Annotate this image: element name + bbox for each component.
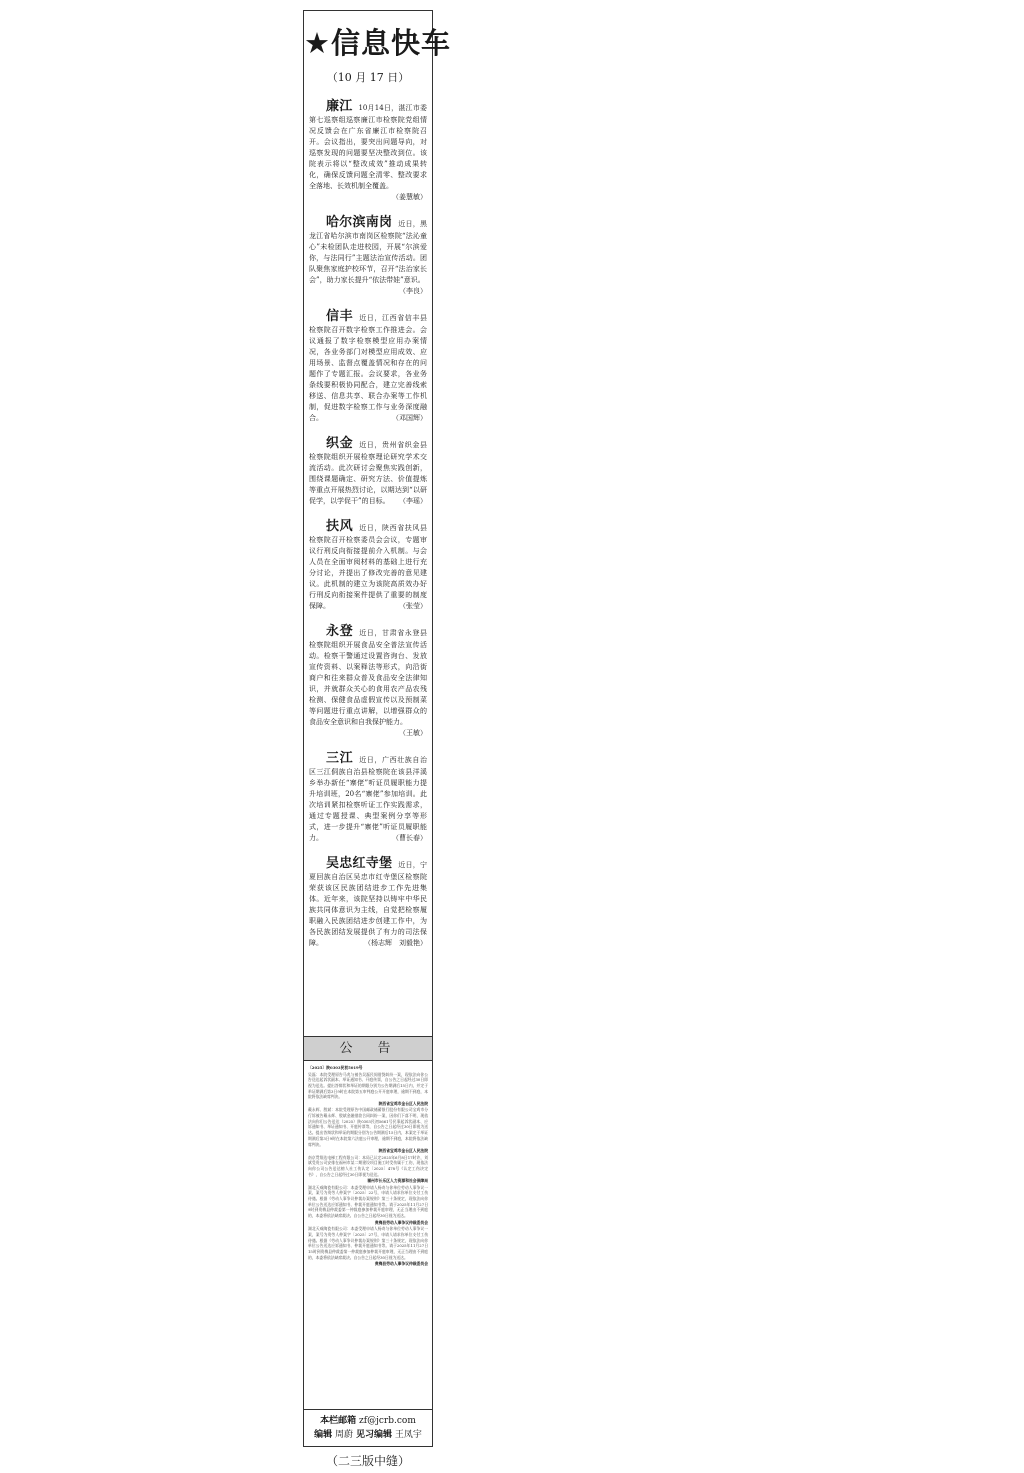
- news-item-body: 近日，贵州省织金县检察院组织开展检察理论研究学术交流活动。此次研讨会聚焦实践创新，围绕课题确定、研究方法、价值提炼等重点开展热烈讨论，以期达到“以研促学，以学促干”的目标。: [309, 441, 427, 505]
- page-fold-note: （二三版中缝）: [325, 1454, 410, 1468]
- news-item-body: 10月14日，湛江市委第七巡察组巡察廉江市检察院党组情况反馈会在广东省廉江市检察院召开。会议指出，要突出问题导向，对巡察发现的问题要坚决整改到位。该院表示将以“整改成效”推动成果转化，确保反馈问题全清零、整改要求全落地、长效机制全覆盖。: [309, 104, 427, 190]
- notice-signature: 福州市长乐区人力资源和社会保障局: [367, 1178, 428, 1184]
- mailbox-line: [304, 1414, 432, 1428]
- trainee-editor-name: 王凤宇: [394, 1430, 422, 1440]
- news-item-author: （曹长春）: [392, 834, 427, 842]
- news-item: [309, 751, 427, 844]
- notice-paragraph: 南京贯翔达电梯工程有限公司：本局已认定2025年6月8日17时许，刘斌受贵公司安排在福州市某二期建设项目施工时受伤属于工伤，现依法向你公司公告送达榕人社工伤认定〔2025〕478号《认定工伤决定书》，自公告之日起经过30日即视为送达。: [308, 1154, 428, 1177]
- news-item: [309, 99, 427, 203]
- notice-signature: 贵梅县劳动人事争议仲裁委员会: [374, 1219, 428, 1225]
- notice-body: [308, 1065, 428, 1401]
- news-item-author: （姜慧敏）: [392, 193, 427, 201]
- news-item-place: 信丰: [326, 309, 354, 324]
- editor-name: 周蔚: [335, 1430, 354, 1440]
- news-item: [309, 856, 427, 949]
- news-item-place: 扶风: [326, 519, 354, 534]
- news-item: [309, 519, 427, 612]
- notice-paragraph: 湖北天威陶瓷有限公司：本委受理申请人杨奇与你单位劳动人事争议一案，案号为贵劳人仲案字〔2025〕22号，申请人请求你单位支付工伤待遇。根据《劳动人事争议仲裁办案规则》第三十条规定，现依法向你单位公告送达应诉通知书、仲裁开庭通知书等。请于2025年11月27日9时到贵梅县仲裁委第一仲裁庭参加仲裁开庭审理，无正当理由不到庭的，本委将依法缺席裁决。自公告之日起经30日视为送达。: [308, 1184, 428, 1219]
- notice-paragraph: 湖北天威陶瓷有限公司：本委受理申请人杨奇与你单位劳动人事争议一案，案号为贵劳人仲案字〔2025〕27号，申请人请求你单位支付工伤待遇。根据《劳动人事争议仲裁办案规则》第三十条规定，现依法向你单位公告送达应诉通知书、仲裁开庭通知书等。请于2025年11月27日15时到贵梅县仲裁委第一仲裁庭参加仲裁开庭审理，无正当理由不到庭的，本委将依法缺席裁决。自公告之日起经30日视为送达。: [308, 1226, 428, 1260]
- news-item-body: 近日，江西省信丰县检察院召开数字检察工作推进会。会议通报了数字检察模型应用办案情况，各业务部门对模型应用成效、应用场景、监督点覆盖情况和存在的问题作了专题汇报。会议要求，各业务条线要积极协同配合，建立完善线索移送、信息共享、联合办案等工作机制，促进数字检察工作与业务深度融合。: [309, 314, 427, 422]
- notice-signature: 陕西省宝鸡市金台区人民法院: [378, 1148, 428, 1154]
- editor-label: 编辑: [314, 1430, 333, 1440]
- notice-signature: 陕西省宝鸡市金台区人民法院: [378, 1100, 428, 1106]
- news-item-place: 织金: [326, 436, 354, 451]
- news-item-place: 三江: [326, 751, 354, 766]
- news-item-body: 近日，广西壮族自治区三江侗族自治县检察院在该县洋溪乡举办新任“寨佬”听证员履职能力提升培训班，20名“寨佬”参加培训。此次培训紧扣检察听证工作实践需求，通过专题授课、典型案例分享等形式，进一步提升“寨佬”听证员履职能力。: [309, 756, 427, 842]
- masthead-title: ★信息快车: [304, 26, 451, 60]
- news-item-author: （邓国辉）: [392, 414, 427, 422]
- notice-paragraph: 〔2025〕陕0303民初5019号: [308, 1065, 363, 1070]
- news-item-place: 吴忠红寺堡: [326, 856, 393, 871]
- notice-signature: 贵梅县劳动人事争议仲裁委员会: [374, 1261, 428, 1267]
- notice-paragraph: 吴磊：本院受理原告马兆与被告吴磊民间借贷纠纷一案，现依法向你公告送达起诉状副本、举证通知书、开庭传票，自公告之日起经过30日即视为送达。提出答辩状和举证的期限分别为公告期满后15日内，并定于举证期满后第3日9时在本院第五审判庭公开开庭审理，逾期不到庭，本院将依法缺席判决。: [308, 1071, 428, 1100]
- notice-paragraph: 戴永辉、殷斌：本院受理原告中国邮政储蓄银行股份有限公司宝鸡市分行诉被告戴永辉、殷斌金融借款合同纠纷一案，因你们下落不明，现依法向你们公告送达（2025）陕0303民初5661号民事起诉状副本、应诉通知书、举证通知书、开庭传票等，自公告之日起经过30日即视为送达。提出答辩状和举证的期限分别为公告期满后15日内，本案定于举证期满后第3日9时在本院第六法庭公开审理，逾期不到庭，本院将依法缺席判决。: [308, 1107, 428, 1147]
- column-footer: [304, 1409, 432, 1452]
- news-item: [309, 436, 427, 507]
- news-item-body: 近日，宁夏回族自治区吴忠市红寺堡区检察院荣获该区民族团结进步工作先进集体。近年来，该院坚持以铸牢中华民族共同体意识为主线，自觉把检察履职融入民族团结进步创建工作中，为各民族团结发展提供了有力的司法保障。: [309, 861, 427, 947]
- news-item-body: 近日，黑龙江省哈尔滨市南岗区检察院“法沁童心”未检团队走进校园，开展“尔滨爱你，与法同行”主题法治宣传活动。团队聚焦家庭护校环节，召开“法治家长会”，助力家长提升“依法带娃”意识。: [309, 220, 427, 284]
- news-item-author: （李良）: [399, 287, 427, 295]
- news-item: [309, 215, 427, 297]
- news-item-author: （杨志辉 刘毅艳）: [364, 939, 427, 947]
- editor-line: [304, 1428, 432, 1442]
- news-item-body: 近日，陕西省扶风县检察院召开检察委员会会议，专题审议行刑反向衔接提前介入机制。与会人员在全面审阅材料的基础上进行充分讨论，并提出了修改完善的意见建议。此机制的建立为该院高质效办好行刑反向衔接案件提供了重要的制度保障。: [309, 524, 427, 610]
- news-item-body: 近日，甘肃省永登县检察院组织开展食品安全普法宣传活动。检察干警通过设置咨询台、发放宣传资料、以案释法等形式，向沿街商户和往来群众普及食品安全法律知识，并就群众关心的食用农产品农残检测、保健食品虚假宣传以及预制菜等问题进行重点讲解，以增强群众的食品安全意识和自我保护能力。: [309, 629, 427, 726]
- news-item-author: （张莹）: [399, 602, 427, 610]
- news-item-place: 哈尔滨南岗: [326, 215, 393, 230]
- news-item: [309, 309, 427, 424]
- mailbox-address[interactable]: zf@jcrb.com: [359, 1416, 416, 1426]
- mailbox-label: 本栏邮箱: [320, 1416, 357, 1426]
- trainee-editor-label: 见习编辑: [355, 1430, 392, 1440]
- notice-heading: 公 告: [304, 1036, 432, 1061]
- news-item-place: 永登: [326, 624, 354, 639]
- masthead-date: （10 月 17 日）: [326, 71, 410, 84]
- news-column: [303, 10, 451, 1447]
- news-items: [304, 99, 432, 949]
- news-item-place: 廉江: [326, 99, 353, 114]
- news-item-author: （王敏）: [399, 729, 427, 737]
- news-item-author: （李瑶）: [399, 497, 427, 505]
- news-item: [309, 624, 427, 739]
